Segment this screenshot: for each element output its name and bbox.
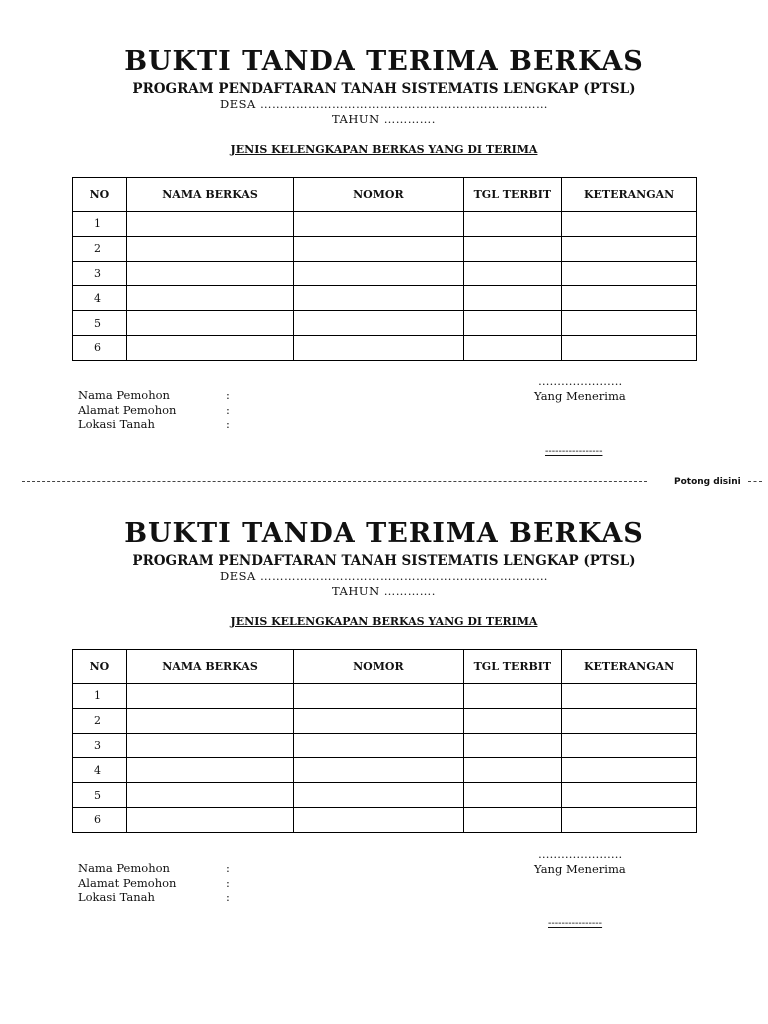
signature-line: ----------------- xyxy=(545,446,603,457)
header-tgl-terbit: TGL TERBIT xyxy=(463,650,562,684)
header-nama-berkas: NAMA BERKAS xyxy=(126,178,293,212)
header-no: NO xyxy=(73,178,127,212)
cell-tgl[interactable] xyxy=(463,286,562,311)
row-number: 2 xyxy=(73,236,127,261)
cell-nomor[interactable] xyxy=(294,807,463,832)
colon: : xyxy=(226,417,230,431)
tahun-line: TAHUN …………. xyxy=(332,112,436,126)
cell-keterangan[interactable] xyxy=(562,335,697,360)
receiver-block xyxy=(534,847,626,876)
cell-tgl[interactable] xyxy=(463,708,562,733)
header-nomor: NOMOR xyxy=(294,650,463,684)
cell-tgl[interactable] xyxy=(463,236,562,261)
colon: : xyxy=(226,402,230,417)
cell-nama[interactable] xyxy=(126,684,293,709)
cell-keterangan[interactable] xyxy=(562,311,697,336)
cell-tgl[interactable] xyxy=(463,335,562,360)
cell-nomor[interactable] xyxy=(294,708,463,733)
header-nama-berkas: NAMA BERKAS xyxy=(126,650,293,684)
receipt-form-top xyxy=(0,44,768,157)
cell-nomor[interactable] xyxy=(294,758,463,783)
row-number: 2 xyxy=(73,708,127,733)
cell-keterangan[interactable] xyxy=(562,807,697,832)
row-number: 5 xyxy=(73,783,127,808)
cell-nama[interactable] xyxy=(126,261,293,286)
cell-keterangan[interactable] xyxy=(562,758,697,783)
cell-tgl[interactable] xyxy=(463,783,562,808)
receipt-form-bottom xyxy=(0,516,768,629)
row-number: 3 xyxy=(73,733,127,758)
cell-keterangan[interactable] xyxy=(562,733,697,758)
desa-line: DESA ……………………………………………………………… xyxy=(220,569,548,583)
cell-nomor[interactable] xyxy=(294,236,463,261)
colon: : xyxy=(226,875,230,890)
colon: : xyxy=(226,388,230,402)
cell-keterangan[interactable] xyxy=(562,684,697,709)
receiver-label: Yang Menerima xyxy=(534,861,626,876)
header-keterangan: KETERANGAN xyxy=(562,650,697,684)
row-number: 6 xyxy=(73,807,127,832)
colon: : xyxy=(226,861,230,875)
cell-tgl[interactable] xyxy=(463,311,562,336)
cell-nomor[interactable] xyxy=(294,335,463,360)
cut-label: Potong disini xyxy=(674,477,741,487)
table-row xyxy=(73,311,697,336)
cell-keterangan[interactable] xyxy=(562,261,697,286)
cell-nomor[interactable] xyxy=(294,783,463,808)
form-title: BUKTI TANDA TERIMA BERKAS xyxy=(124,46,644,77)
cell-tgl[interactable] xyxy=(463,807,562,832)
berkas-table xyxy=(72,177,697,361)
section-title: JENIS KELENGKAPAN BERKAS YANG DI TERIMA xyxy=(230,615,538,628)
alamat-pemohon-label: Alamat Pemohon xyxy=(78,402,177,417)
table-header-row xyxy=(73,650,697,684)
cell-nama[interactable] xyxy=(126,335,293,360)
table-row xyxy=(73,236,697,261)
cell-nomor[interactable] xyxy=(294,261,463,286)
cell-nama[interactable] xyxy=(126,311,293,336)
row-number: 6 xyxy=(73,335,127,360)
header-nomor: NOMOR xyxy=(294,178,463,212)
table-row xyxy=(73,733,697,758)
table-row xyxy=(73,286,697,311)
cell-nama[interactable] xyxy=(126,236,293,261)
cell-nomor[interactable] xyxy=(294,286,463,311)
cell-tgl[interactable] xyxy=(463,261,562,286)
cell-nama[interactable] xyxy=(126,807,293,832)
cell-nama[interactable] xyxy=(126,758,293,783)
date-dots: …………………. xyxy=(538,374,623,388)
table-row xyxy=(73,335,697,360)
row-number: 3 xyxy=(73,261,127,286)
table-row xyxy=(73,261,697,286)
cell-tgl[interactable] xyxy=(463,733,562,758)
cell-nama[interactable] xyxy=(126,212,293,237)
row-number: 4 xyxy=(73,758,127,783)
header-no: NO xyxy=(73,650,127,684)
cell-nomor[interactable] xyxy=(294,311,463,336)
date-dots: …………………. xyxy=(538,847,623,861)
nama-pemohon-label: Nama Pemohon xyxy=(78,388,170,402)
lokasi-tanah-label: Lokasi Tanah xyxy=(78,890,155,904)
alamat-pemohon-label: Alamat Pemohon xyxy=(78,875,177,890)
header-keterangan: KETERANGAN xyxy=(562,178,697,212)
table-row xyxy=(73,708,697,733)
header-tgl-terbit: TGL TERBIT xyxy=(463,178,562,212)
nama-pemohon-label: Nama Pemohon xyxy=(78,861,170,875)
cell-tgl[interactable] xyxy=(463,212,562,237)
program-title: PROGRAM PENDAFTARAN TANAH SISTEMATIS LENGKAP (PTSL) xyxy=(132,81,636,97)
lokasi-tanah-label: Lokasi Tanah xyxy=(78,417,155,431)
applicant-info xyxy=(78,861,230,905)
table-row xyxy=(73,783,697,808)
dashed-divider xyxy=(22,481,647,482)
cell-keterangan[interactable] xyxy=(562,236,697,261)
colon: : xyxy=(226,890,230,904)
table-row xyxy=(73,212,697,237)
cell-nama[interactable] xyxy=(126,708,293,733)
receiver-block xyxy=(534,374,626,403)
table-row xyxy=(73,807,697,832)
cut-line xyxy=(22,476,742,488)
cell-nama[interactable] xyxy=(126,733,293,758)
row-number: 5 xyxy=(73,311,127,336)
table-row xyxy=(73,758,697,783)
cell-nama[interactable] xyxy=(126,783,293,808)
desa-line: DESA ……………………………………………………………… xyxy=(220,97,548,111)
program-title: PROGRAM PENDAFTARAN TANAH SISTEMATIS LENGKAP (PTSL) xyxy=(132,553,636,569)
cell-nomor[interactable] xyxy=(294,733,463,758)
row-number: 1 xyxy=(73,212,127,237)
cell-keterangan[interactable] xyxy=(562,783,697,808)
applicant-info xyxy=(78,388,230,432)
cell-tgl[interactable] xyxy=(463,684,562,709)
cell-nama[interactable] xyxy=(126,286,293,311)
row-number: 4 xyxy=(73,286,127,311)
section-title: JENIS KELENGKAPAN BERKAS YANG DI TERIMA xyxy=(230,143,538,156)
table-row xyxy=(73,684,697,709)
signature-line: ---------------- xyxy=(548,918,603,929)
row-number: 1 xyxy=(73,684,127,709)
berkas-table xyxy=(72,649,697,833)
cell-nomor[interactable] xyxy=(294,684,463,709)
cell-nomor[interactable] xyxy=(294,212,463,237)
cell-keterangan[interactable] xyxy=(562,708,697,733)
receiver-label: Yang Menerima xyxy=(534,388,626,403)
dashed-divider-end xyxy=(748,481,762,482)
cell-keterangan[interactable] xyxy=(562,212,697,237)
cell-tgl[interactable] xyxy=(463,758,562,783)
cell-keterangan[interactable] xyxy=(562,286,697,311)
form-title: BUKTI TANDA TERIMA BERKAS xyxy=(124,518,644,549)
tahun-line: TAHUN …………. xyxy=(332,584,436,598)
table-header-row xyxy=(73,178,697,212)
